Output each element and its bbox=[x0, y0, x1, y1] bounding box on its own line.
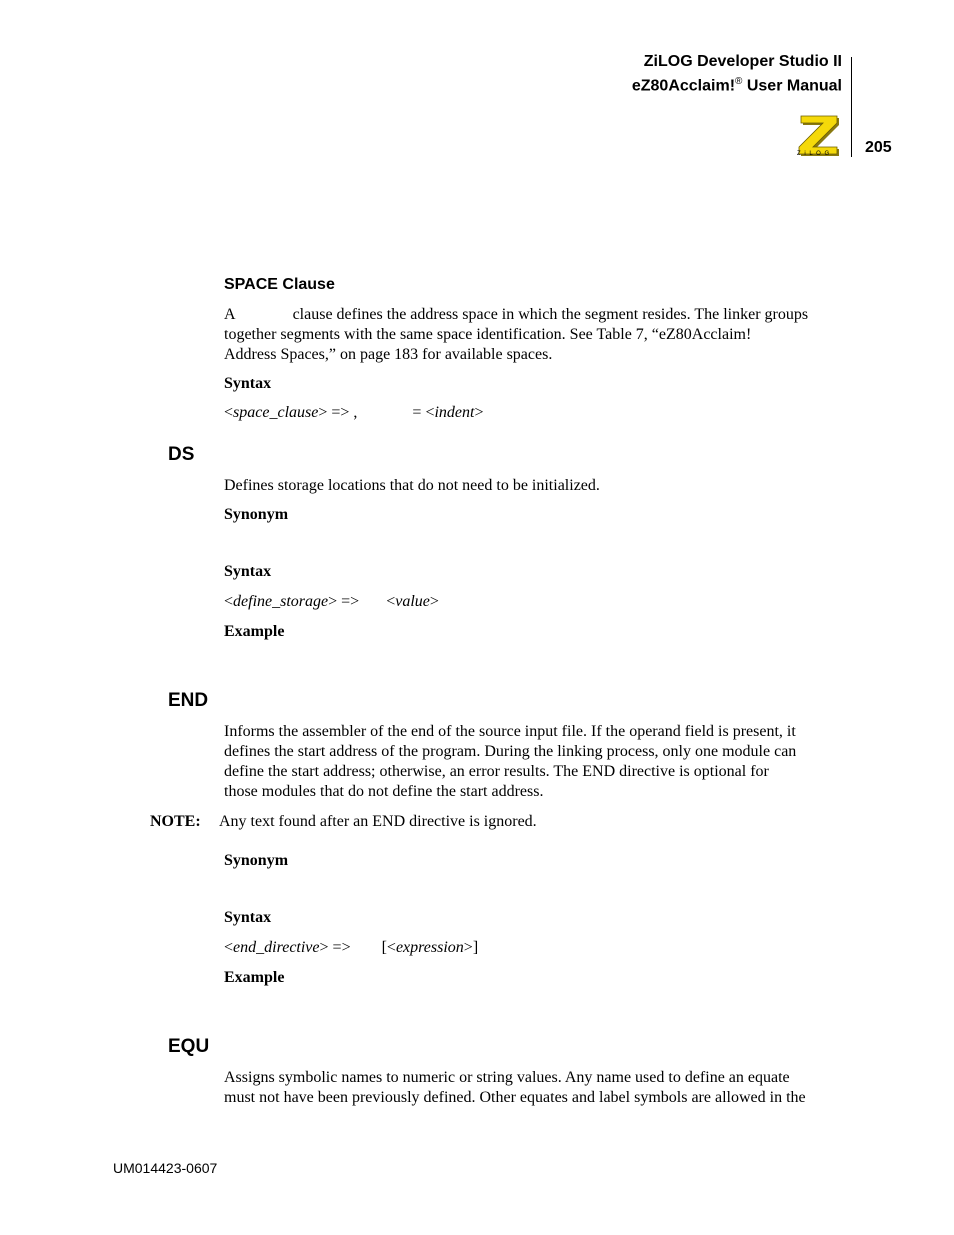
syn-part: [< bbox=[381, 939, 396, 956]
syn-part: > bbox=[429, 593, 439, 610]
end-para-line2: defines the start address of the program. During the linking process, only one module can bbox=[224, 743, 797, 760]
note-label: NOTE: bbox=[150, 813, 201, 830]
header-title-line2 bbox=[632, 72, 842, 96]
syn-part: > => bbox=[319, 939, 351, 956]
syn-italic: indent bbox=[434, 404, 475, 421]
header-divider bbox=[851, 57, 852, 157]
syn-part: < bbox=[224, 939, 234, 956]
end-para-line3: define the start address; otherwise, an error results. The END directive is optional for bbox=[224, 763, 769, 780]
syn-part: >] bbox=[463, 939, 479, 956]
ds-synonym-label: Synonym bbox=[224, 506, 289, 523]
syn-part: < bbox=[224, 404, 234, 421]
syn-italic: space_clause bbox=[233, 404, 319, 421]
syn-part: > => , bbox=[318, 404, 358, 421]
syn-part: < bbox=[224, 593, 234, 610]
zilog-logo bbox=[795, 113, 843, 161]
header-title-line1: ZiLOG Developer Studio II bbox=[643, 53, 842, 70]
syn-italic: expression bbox=[395, 939, 464, 956]
ds-example-label: Example bbox=[224, 623, 285, 640]
syn-italic: end_directive bbox=[233, 939, 320, 956]
space-clause-para-line3: Address Spaces,” on page 183 for available spaces. bbox=[224, 346, 553, 363]
ds-syntax-line bbox=[224, 593, 439, 611]
equ-heading: EQU bbox=[168, 1036, 210, 1057]
end-example-label: Example bbox=[224, 969, 285, 986]
registered-mark: ® bbox=[735, 76, 743, 87]
space-clause-para-line2: together segments with the same space identification. See Table 7, “eZ80Acclaim! bbox=[224, 326, 752, 343]
space-clause-heading: SPACE Clause bbox=[224, 276, 335, 293]
equ-para-line1: Assigns symbolic names to numeric or string values. Any name used to define an equate bbox=[224, 1069, 790, 1086]
para-text: clause defines the address space in which the segment resides. The linker groups bbox=[292, 306, 809, 323]
syn-part: = < bbox=[412, 404, 435, 421]
para-word-a: A bbox=[224, 306, 236, 323]
ds-syntax-label: Syntax bbox=[224, 563, 272, 580]
space-syntax-line bbox=[224, 404, 484, 422]
note-text: Any text found after an END directive is ignored. bbox=[219, 813, 537, 830]
equ-para-line2: must not have been previously defined. Other equates and label symbols are allowed in the bbox=[224, 1089, 806, 1106]
syn-part: > => bbox=[328, 593, 360, 610]
end-syntax-label: Syntax bbox=[224, 909, 272, 926]
syn-part: < bbox=[386, 593, 396, 610]
header-manual-name: User Manual bbox=[742, 77, 842, 95]
footer-doc-id: UM014423-0607 bbox=[113, 1160, 218, 1176]
end-syntax-line bbox=[224, 939, 478, 957]
ds-description: Defines storage locations that do not need to be initialized. bbox=[224, 477, 600, 494]
header-product-name: eZ80Acclaim! bbox=[631, 77, 736, 95]
space-clause-para-line1 bbox=[224, 305, 844, 325]
end-para-line4: those modules that do not define the start address. bbox=[224, 783, 544, 800]
logo-subtext: Z i L O G bbox=[797, 151, 831, 157]
syn-italic: value bbox=[395, 593, 430, 610]
ds-heading: DS bbox=[168, 444, 195, 465]
syn-part: > bbox=[474, 404, 484, 421]
page-number: 205 bbox=[865, 139, 892, 156]
space-syntax-label: Syntax bbox=[224, 375, 272, 392]
syn-italic: define_storage bbox=[233, 593, 329, 610]
end-synonym-label: Synonym bbox=[224, 852, 289, 869]
end-para-line1: Informs the assembler of the end of the source input file. If the operand field is present, it bbox=[224, 723, 796, 740]
end-heading: END bbox=[168, 690, 209, 711]
